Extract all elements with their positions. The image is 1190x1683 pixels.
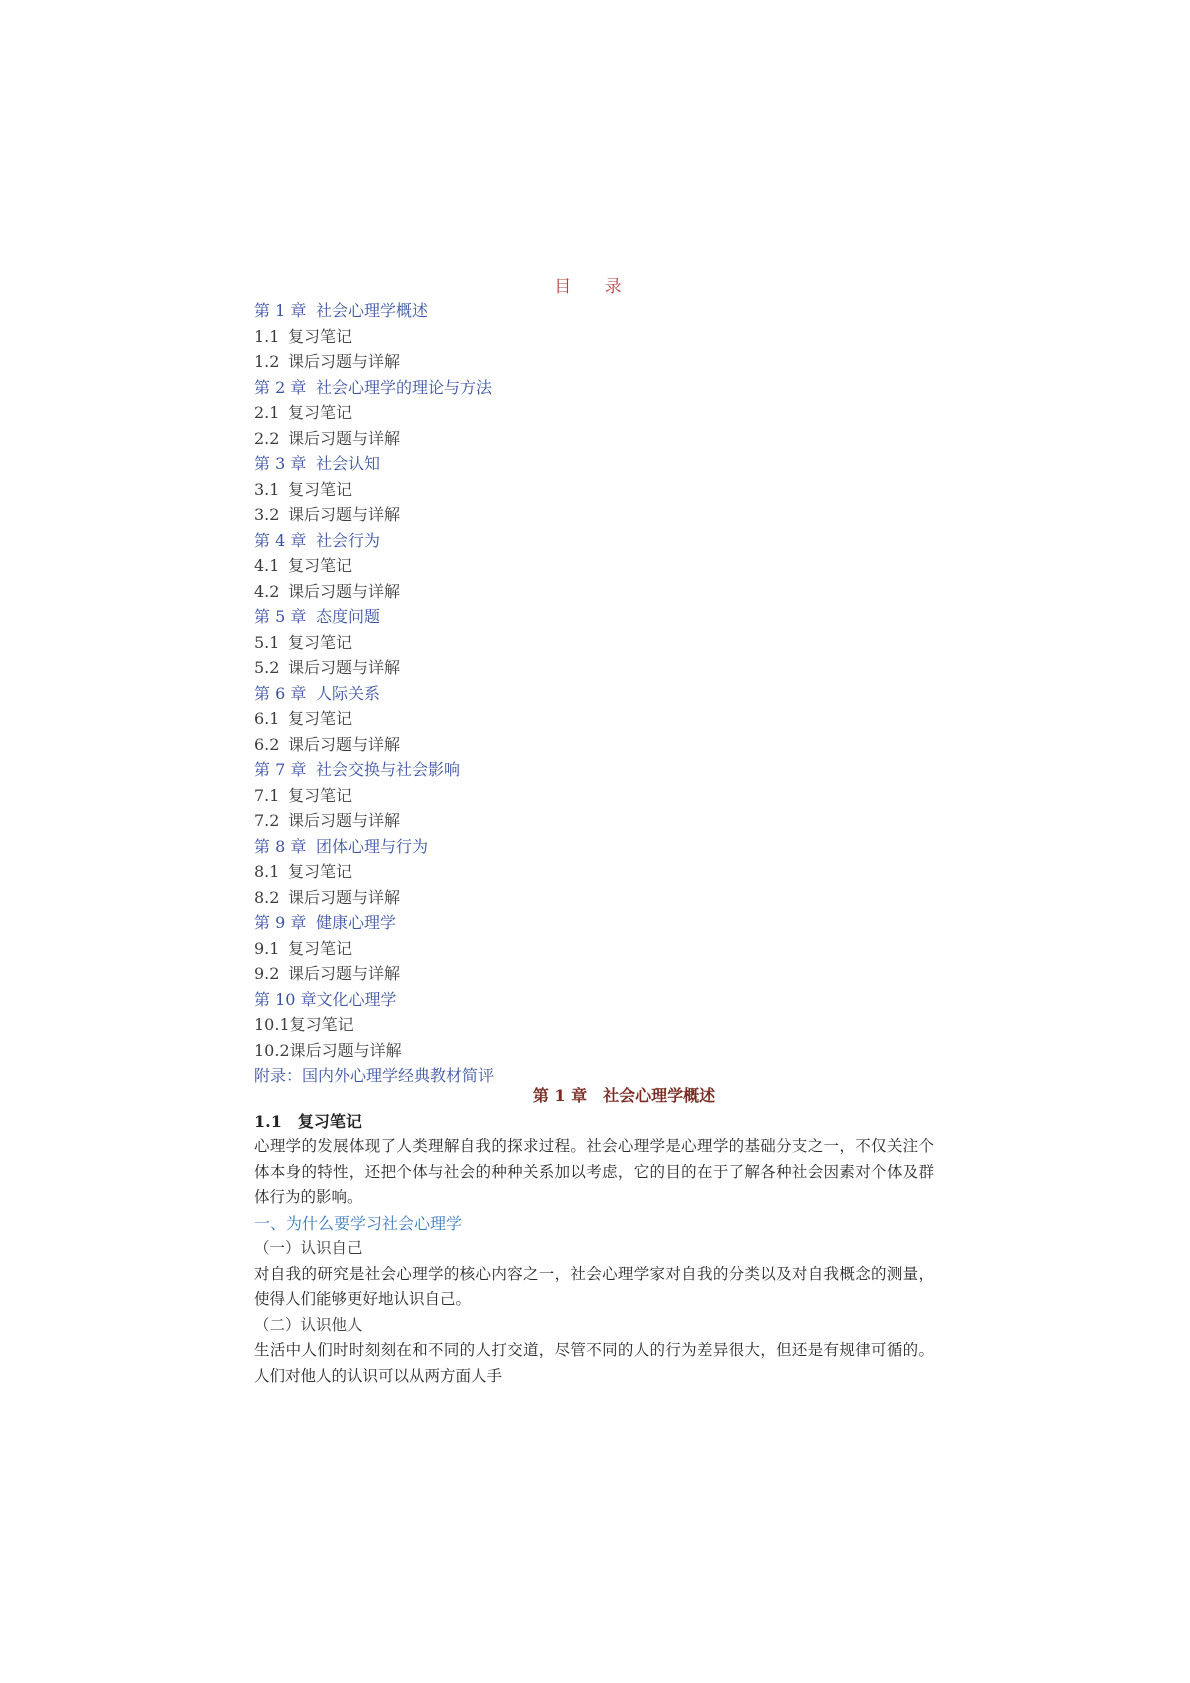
toc-entry-number: 第 7 章 xyxy=(254,760,307,779)
toc-entry-label: 复习笔记 xyxy=(288,326,353,346)
toc-entry-number: 4.1 xyxy=(254,556,280,575)
toc-entry-number: 5.2 xyxy=(254,658,280,677)
toc-entry-number: 第 6 章 xyxy=(254,683,307,703)
toc-entry-label: 复习笔记 xyxy=(288,938,353,958)
toc-entry-number: 10.1 xyxy=(254,1015,290,1034)
toc-entry-label: 复习笔记 xyxy=(288,785,353,805)
toc-entry-section[interactable] xyxy=(254,783,934,809)
toc-entry-section[interactable] xyxy=(254,579,934,605)
toc-entry-label: 课后习题与详解 xyxy=(288,964,401,983)
toc-entry-number: 10.2 xyxy=(254,1040,290,1060)
toc-title: 目 录 xyxy=(554,277,636,297)
toc-entry-chapter[interactable] xyxy=(254,604,934,630)
toc-entry-section[interactable] xyxy=(254,1012,934,1038)
toc-entry-label: 复习笔记 xyxy=(288,632,353,652)
toc-entry-chapter[interactable] xyxy=(254,451,934,477)
toc-entry-label: 健康心理学 xyxy=(316,913,397,932)
toc-entry-label: 课后习题与详解 xyxy=(288,887,401,907)
toc-entry-label: 复习笔记 xyxy=(289,1015,354,1034)
toc-entry-label: 课后习题与详解 xyxy=(288,505,401,524)
paragraph-know-self: 对自我的研究是社会心理学的核心内容之一，社会心理学家对自我的分类以及对自我概念的测量，使得人们能够更好地认识自己。 xyxy=(254,1264,934,1308)
toc-entry-chapter[interactable] xyxy=(254,528,934,554)
subheading-know-self: （一）认识自己 xyxy=(254,1239,363,1257)
toc-entry-number: 9.1 xyxy=(254,938,280,958)
chapter-body xyxy=(254,1083,934,1389)
toc-entry-number: 第 1 章 xyxy=(254,301,307,320)
toc-entry-number: 第 10 章 xyxy=(254,989,317,1009)
toc-entry-label: 课后习题与详解 xyxy=(288,581,401,601)
toc-entry-number: 6.2 xyxy=(254,734,280,754)
toc-entry-number: 8.1 xyxy=(254,862,280,881)
toc-entry-number: 第 5 章 xyxy=(254,607,307,626)
toc-entry-number: 1.2 xyxy=(254,352,280,371)
toc-entry-label: 复习笔记 xyxy=(288,556,353,575)
toc-entry-label: 团体心理与行为 xyxy=(316,836,429,856)
toc-entry-section[interactable] xyxy=(254,400,934,426)
toc-entry-label: 社会交换与社会影响 xyxy=(316,760,461,779)
toc-entry-label: 课后习题与详解 xyxy=(289,1040,402,1060)
toc-entry-label: 复习笔记 xyxy=(288,709,353,728)
toc-entry-number: 1.1 xyxy=(254,326,280,346)
table-of-contents xyxy=(254,298,934,1089)
toc-entry-number: 5.1 xyxy=(254,632,280,652)
toc-entry-label: 课后习题与详解 xyxy=(288,428,401,448)
toc-entry-label: 人际关系 xyxy=(316,683,381,703)
toc-entry-label: 社会认知 xyxy=(316,454,381,473)
toc-entry-label: 复习笔记 xyxy=(288,862,353,881)
subheading-know-others: （二）认识他人 xyxy=(254,1315,363,1334)
toc-entry-number: 第 4 章 xyxy=(254,530,307,550)
toc-entry-label: 复习笔记 xyxy=(288,479,353,499)
toc-entry-section[interactable] xyxy=(254,630,934,656)
toc-entry-number: 4.2 xyxy=(254,581,280,601)
toc-entry-chapter[interactable] xyxy=(254,375,934,401)
toc-entry-chapter[interactable] xyxy=(254,298,934,324)
toc-entry-number: 第 8 章 xyxy=(254,836,307,856)
toc-entry-number: 第 9 章 xyxy=(254,913,307,932)
toc-entry-label: 附录：国内外心理学经典教材简评 xyxy=(254,1066,495,1085)
toc-entry-section[interactable] xyxy=(254,426,934,452)
toc-entry-number: 6.1 xyxy=(254,709,280,728)
toc-entry-section[interactable] xyxy=(254,936,934,962)
intro-paragraph: 心理学的发展体现了人类理解自我的探求过程。社会心理学是心理学的基础分支之一，不仅关注个体本身的特性，还把个体与社会的种种关系加以考虑，它的目的在于了解各种社会因素对个体及群体行为的影响。 xyxy=(254,1137,934,1206)
toc-entry-label: 课后习题与详解 xyxy=(288,734,401,754)
toc-entry-chapter[interactable] xyxy=(254,910,934,936)
toc-entry-chapter[interactable] xyxy=(254,681,934,707)
toc-entry-label: 课后习题与详解 xyxy=(288,352,401,371)
toc-entry-number: 2.1 xyxy=(254,403,280,422)
chapter-heading: 第 1 章 社会心理学概述 xyxy=(532,1086,716,1105)
toc-entry-section[interactable] xyxy=(254,706,934,732)
toc-entry-section[interactable] xyxy=(254,808,934,834)
toc-entry-section[interactable] xyxy=(254,553,934,579)
toc-entry-chapter[interactable] xyxy=(254,987,934,1013)
toc-entry-number: 第 3 章 xyxy=(254,454,307,473)
toc-entry-label: 态度问题 xyxy=(316,607,381,626)
section-heading: 1.1 复习笔记 xyxy=(254,1112,362,1131)
toc-entry-section[interactable] xyxy=(254,732,934,758)
toc-entry-chapter[interactable] xyxy=(254,834,934,860)
toc-entry-label: 复习笔记 xyxy=(288,403,353,422)
toc-entry-section[interactable] xyxy=(254,502,934,528)
toc-entry-label: 社会行为 xyxy=(316,530,381,550)
toc-entry-section[interactable] xyxy=(254,961,934,987)
subheading-why-study: 一、为什么要学习社会心理学 xyxy=(254,1213,463,1233)
toc-entry-number: 3.2 xyxy=(254,505,280,524)
toc-entry-label: 课后习题与详解 xyxy=(288,811,401,830)
toc-entry-number: 第 2 章 xyxy=(254,377,307,397)
toc-entry-label: 文化心理学 xyxy=(316,989,397,1009)
toc-entry-label: 课后习题与详解 xyxy=(288,658,401,677)
toc-entry-chapter[interactable] xyxy=(254,757,934,783)
toc-entry-number: 2.2 xyxy=(254,428,280,448)
toc-entry-section[interactable] xyxy=(254,324,934,350)
toc-entry-section[interactable] xyxy=(254,859,934,885)
toc-entry-section[interactable] xyxy=(254,655,934,681)
paragraph-know-others: 生活中人们时时刻刻在和不同的人打交道，尽管不同的人的行为差异很大，但还是有规律可循的。人们对他人的认识可以从两方面人手 xyxy=(254,1341,934,1385)
toc-entry-number: 3.1 xyxy=(254,479,280,499)
toc-entry-number: 9.2 xyxy=(254,964,280,983)
toc-entry-section[interactable] xyxy=(254,349,934,375)
toc-entry-label: 社会心理学的理论与方法 xyxy=(316,377,493,397)
toc-entry-label: 社会心理学概述 xyxy=(316,301,429,320)
toc-entry-number: 7.1 xyxy=(254,785,280,805)
toc-entry-section[interactable] xyxy=(254,1038,934,1064)
toc-entry-section[interactable] xyxy=(254,885,934,911)
toc-entry-section[interactable] xyxy=(254,477,934,503)
toc-entry-number: 7.2 xyxy=(254,811,280,830)
toc-entry-number: 8.2 xyxy=(254,887,280,907)
